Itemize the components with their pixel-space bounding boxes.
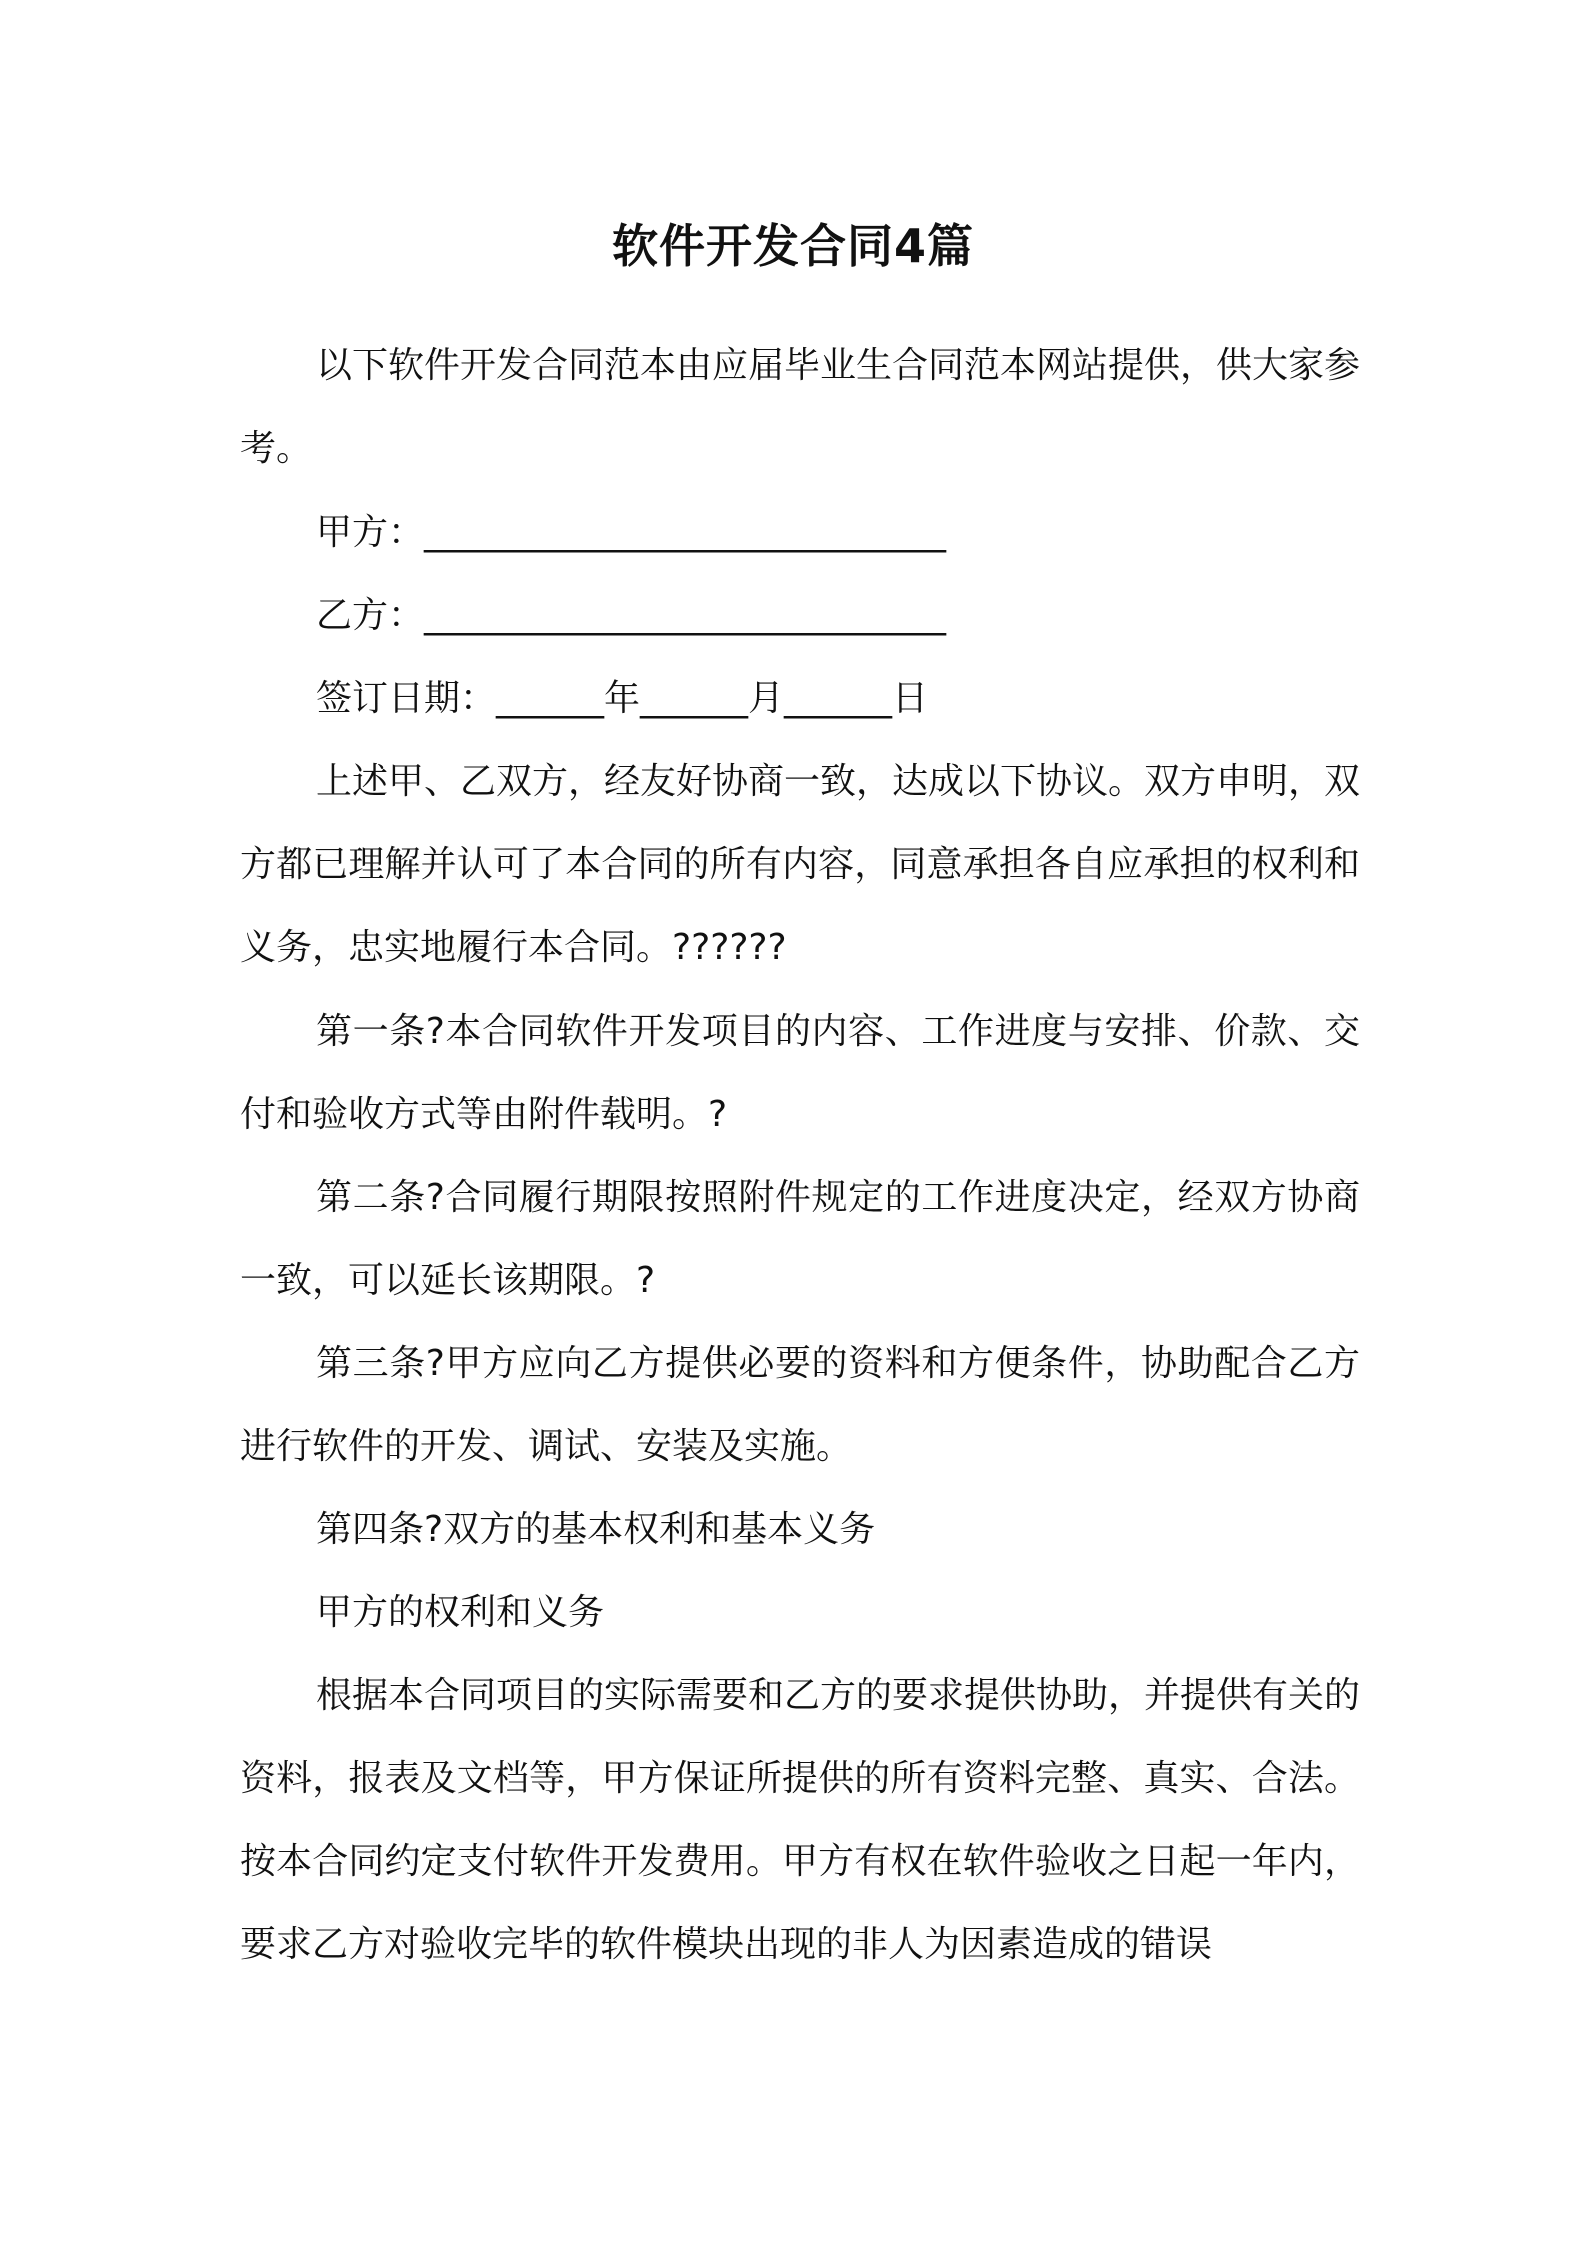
intro-paragraph: 以下软件开发合同范本由应届毕业生合同范本网站提供，供大家参考。 xyxy=(240,345,1361,469)
agreement-paragraph: 上述甲、乙双方，经友好协商一致，达成以下协议。双方申明，双方都已理解并认可了本合同的所有内容，同意承担各自应承担的权利和义务，忠实地履行本合同。?????? xyxy=(240,761,1361,968)
party-a-line: 甲方：_____________________________ xyxy=(316,512,947,553)
party-b-line: 乙方：_____________________________ xyxy=(316,595,947,636)
party-a-rights-body: 根据本合同项目的实际需要和乙方的要求提供协助，并提供有关的资料，报表及文档等，甲方保证所提供的所有资料完整、真实、合法。按本合同约定支付软件开发费用。甲方有权在软件验收之日起一年内，要求乙方对验收完毕的软件模块出现的非人为因素造成的错误 xyxy=(240,1675,1361,1965)
document-title: 软件开发合同4篇 xyxy=(611,219,974,273)
article-2-paragraph: 第二条?合同履行期限按照附件规定的工作进度决定，经双方协商一致，可以延长该期限。? xyxy=(240,1177,1360,1301)
article-4-heading: 第四条?双方的基本权利和基本义务 xyxy=(316,1509,876,1550)
sign-date-line: 签订日期：______年______月______日 xyxy=(316,678,929,719)
article-1-paragraph: 第一条?本合同软件开发项目的内容、工作进度与安排、价款、交付和验收方式等由附件载明。? xyxy=(240,1011,1360,1135)
article-3-paragraph: 第三条?甲方应向乙方提供必要的资料和方便条件，协助配合乙方进行软件的开发、调试、安装及实施。 xyxy=(240,1343,1360,1467)
party-a-rights-heading: 甲方的权利和义务 xyxy=(316,1592,605,1633)
